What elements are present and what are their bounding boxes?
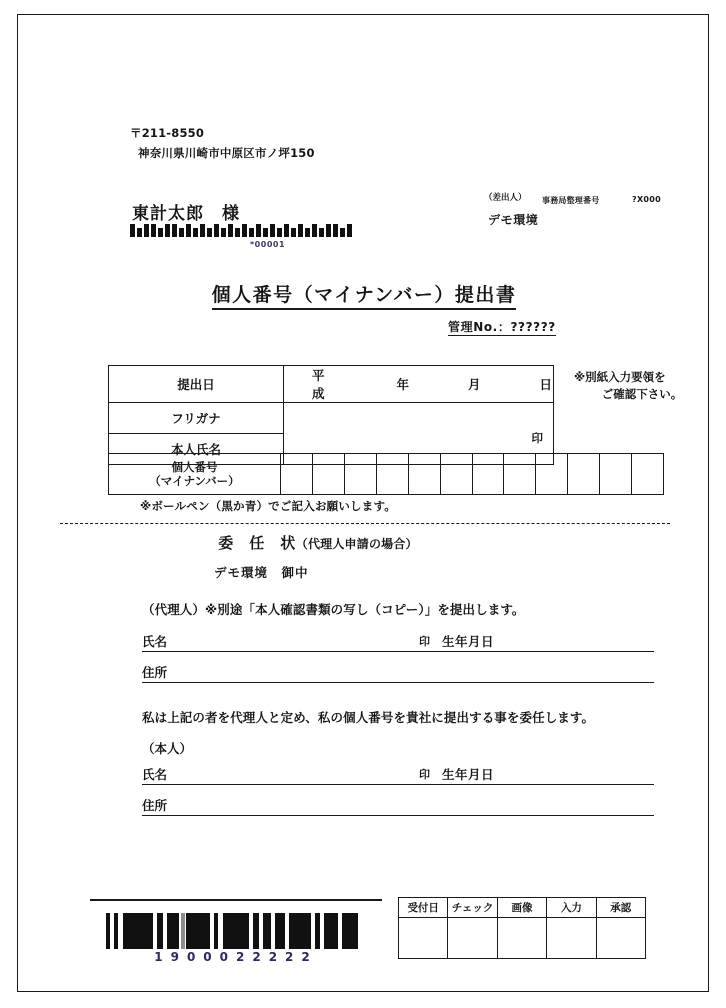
delegation-title-sub: （代理人申請の場合） [295,537,418,551]
era-date-row [284,366,553,402]
customer-code: *00001 [250,240,286,249]
processing-table [398,897,646,959]
processing-table-cell[interactable] [547,918,596,959]
mynumber-digit-cell[interactable] [632,454,663,494]
mynumber-label [109,454,281,494]
mynumber-digit-cell[interactable] [441,454,473,494]
submission-table [108,365,554,465]
processing-table-cell[interactable] [448,918,497,959]
agent-address-field[interactable] [142,663,654,683]
footer-divider [90,899,382,901]
issuer-name: デモ環境 [488,213,539,227]
mynumber-digit-boxes[interactable] [281,454,663,494]
year-unit: 年 [396,377,410,392]
mynumber-digit-cell[interactable] [345,454,377,494]
customer-barcode [130,224,354,237]
agent-name-label: 氏名 [142,634,168,649]
sender-zip: 〒211-8550 [130,126,205,140]
mynumber-digit-cell[interactable] [281,454,313,494]
page-title-text: 個人番号（マイナンバー）提出書 [212,284,517,310]
instruction-note-line1: ※別紙入力要領を [574,370,666,384]
mynumber-digit-cell[interactable] [377,454,409,494]
issuer-label: （差出人） [484,193,527,203]
processing-table-header: 受付日 [399,898,448,918]
principal-address-field[interactable] [142,796,654,816]
delegation-title-main: 委 任 状 [218,534,296,552]
person-name-label: 本人氏名 [109,434,284,465]
principal-inkan-mark: 印 [419,768,430,781]
agent-dob-label: 生年月日 [442,634,495,649]
table-row [109,403,554,434]
mynumber-digit-cell[interactable] [313,454,345,494]
agent-name-field[interactable] [142,632,654,652]
submit-date-label: 提出日 [109,366,284,403]
principal-name-field[interactable] [142,765,654,785]
agent-inkan-mark: 印 [419,635,430,648]
principal-name-label: 氏名 [142,767,168,782]
delegation-title [18,532,618,553]
submit-date-value [284,366,554,403]
principal-dob-label: 生年月日 [442,767,495,782]
consent-text: 私は上記の者を代理人と定め、私の個人番号を貴社に提出する事を委任します。 [142,710,595,725]
document-page [17,14,709,992]
mynumber-digit-cell[interactable] [536,454,568,494]
instruction-note-line2: ご確認下さい。 [601,386,683,401]
processing-table-body-row[interactable] [399,918,646,959]
mynumber-digit-cell[interactable] [409,454,441,494]
pen-note: ※ボールペン（黒か青）でご記入お願いします。 [140,499,396,513]
processing-table-header: 承認 [596,898,645,918]
barcode-digits: 1900022222 [154,950,318,964]
processing-table-cell[interactable] [399,918,448,959]
office-number-value: ?X000 [632,195,662,204]
cut-line-divider [60,523,670,524]
era-label: 平成 [312,368,326,401]
processing-table-header: チェック [448,898,497,918]
mynumber-row [108,453,664,495]
month-unit: 月 [467,377,482,392]
processing-table-header-row [399,898,646,918]
mynumber-digit-cell[interactable] [473,454,505,494]
agent-address-label: 住所 [142,665,168,680]
mynumber-digit-cell[interactable] [504,454,536,494]
page-title [18,280,710,307]
kanri-number-inner [448,320,556,336]
principal-section-label: （本人） [142,741,193,756]
processing-table-header: 画像 [497,898,546,918]
inkan-mark: 印 [531,430,543,445]
table-row [109,366,554,403]
agent-section-label: （代理人） [142,602,206,617]
kanri-number [448,318,556,335]
day-unit: 日 [539,377,553,392]
processing-table-cell[interactable] [497,918,546,959]
mynumber-digit-cell[interactable] [568,454,600,494]
furigana-label: フリガナ [109,403,284,434]
agent-note-text: ※別途「本人確認書類の写し（コピー）」を提出します。 [205,602,525,617]
mynumber-label-line2: （マイナンバー） [149,474,240,488]
processing-table-cell[interactable] [596,918,645,959]
processing-table-header: 入力 [547,898,596,918]
office-number-label: 事務局整理番号 [542,196,600,205]
recipient-name: 東計太郎 様 [132,204,240,224]
mynumber-label-line1: 個人番号 [171,459,218,474]
mynumber-digit-cell[interactable] [600,454,632,494]
kanri-label: 管理No.： [448,320,511,334]
principal-address-label: 住所 [142,798,168,813]
kanri-value: ?????? [510,320,556,334]
inkan-cell [284,417,553,451]
sender-address: 神奈川県川崎市中原区市ノ坪150 [138,146,315,160]
instruction-note [574,369,710,402]
delegation-addressee: デモ環境 御中 [214,565,309,580]
agent-note [142,600,525,618]
document-barcode [106,913,358,949]
